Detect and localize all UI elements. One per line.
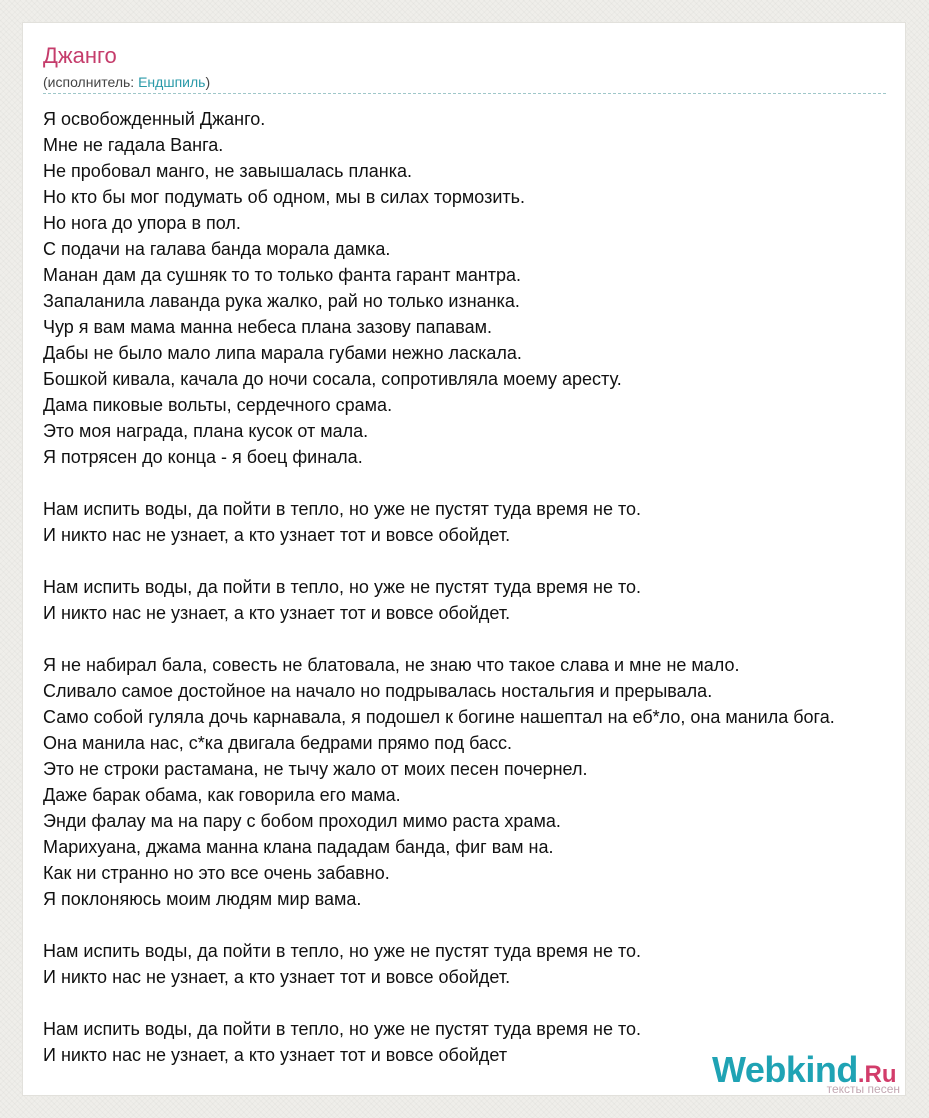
logo-tagline: тексты песен: [826, 1082, 900, 1096]
song-title: Джанго: [43, 43, 117, 68]
lyric-line: Как ни странно но это все очень забавно.: [43, 863, 390, 883]
lyric-line: Само собой гуляла дочь карнавала, я подошел к богине нашептал на еб*ло, она манила бога.: [43, 707, 835, 727]
lyric-line: И никто нас не узнает, а кто узнает тот и вовсе обойдет.: [43, 603, 511, 623]
webkind-logo[interactable]: [712, 1048, 902, 1098]
lyric-line: Даже барак обама, как говорила его мама.: [43, 785, 401, 805]
lyric-line: И никто нас не узнает, а кто узнает тот и вовсе обойдет.: [43, 525, 511, 545]
lyric-line: Запаланила лаванда рука жалко, рай но только изнанка.: [43, 291, 520, 311]
lyric-line: Но кто бы мог подумать об одном, мы в силах тормозить.: [43, 187, 526, 207]
lyric-line: Манан дам да сушняк то то только фанта гарант мантра.: [43, 265, 522, 285]
logo-main-text: Webkind: [712, 1049, 858, 1090]
lyric-line: Дама пиковые вольты, сердечного срама.: [43, 395, 393, 415]
lyric-line: Она манила нас, с*ка двигала бедрами прямо под басс.: [43, 733, 513, 753]
stanza-gap: [43, 548, 929, 574]
lyric-line: Энди фалау ма на пару с бобом проходил мимо раста храма.: [43, 811, 561, 831]
stanza-gap: [43, 470, 929, 496]
artist-link[interactable]: Ендшпиль: [138, 74, 206, 90]
lyric-line: Я потрясен до конца - я боец финала.: [43, 447, 363, 467]
artist-prefix: (исполнитель:: [43, 74, 139, 90]
lyric-line: Бошкой кивала, качала до ночи сосала, сопротивляла моему аресту.: [43, 369, 622, 389]
lyric-line: С подачи на галава банда морала дамка.: [43, 239, 391, 259]
lyric-line: Но нога до упора в пол.: [43, 213, 241, 233]
lyric-line: Это не строки растамана, не тычу жало от моих песен почернел.: [43, 759, 588, 779]
lyric-line: Нам испить воды, да пойти в тепло, но уже не пустят туда время не то.: [43, 499, 642, 519]
lyric-line: Сливало самое достойное на начало но подрывалась ностальгия и прерывала.: [43, 681, 713, 701]
lyric-line: И никто нас не узнает, а кто узнает тот и вовсе обойдет: [43, 1045, 508, 1065]
stanza-gap: [43, 912, 929, 938]
stanza-gap: [43, 990, 929, 1016]
lyric-line: Нам испить воды, да пойти в тепло, но уже не пустят туда время не то.: [43, 941, 642, 961]
lyric-line: Мне не гадала Ванга.: [43, 135, 224, 155]
lyric-line: Дабы не было мало липа марала губами нежно ласкала.: [43, 343, 522, 363]
logo-tld-text: .Ru: [857, 1061, 897, 1088]
lyric-line: Чур я вам мама манна небеса плана зазову папавам.: [43, 317, 492, 337]
lyric-line: Это моя награда, плана кусок от мала.: [43, 421, 369, 441]
lyric-line: Нам испить воды, да пойти в тепло, но уже не пустят туда время не то.: [43, 577, 642, 597]
lyric-line: И никто нас не узнает, а кто узнает тот и вовсе обойдет.: [43, 967, 511, 987]
lyric-line: Не пробовал манго, не завышалась планка.: [43, 161, 413, 181]
lyric-line: Я не набирал бала, совесть не блатовала, не знаю что такое слава и мне не мало.: [43, 655, 740, 675]
lyric-line: Я поклоняюсь моим людям мир вама.: [43, 889, 362, 909]
title-divider: [43, 93, 886, 94]
stanza-gap: [43, 626, 929, 652]
artist-suffix: ): [205, 74, 211, 90]
lyrics-body: [43, 106, 929, 1068]
lyric-line: Марихуана, джама манна клана пададам банда, фиг вам на.: [43, 837, 554, 857]
lyric-line: Я освобожденный Джанго.: [43, 109, 266, 129]
artist-line: [43, 74, 210, 91]
lyric-line: Нам испить воды, да пойти в тепло, но уже не пустят туда время не то.: [43, 1019, 642, 1039]
lyrics-card: [22, 22, 906, 1096]
